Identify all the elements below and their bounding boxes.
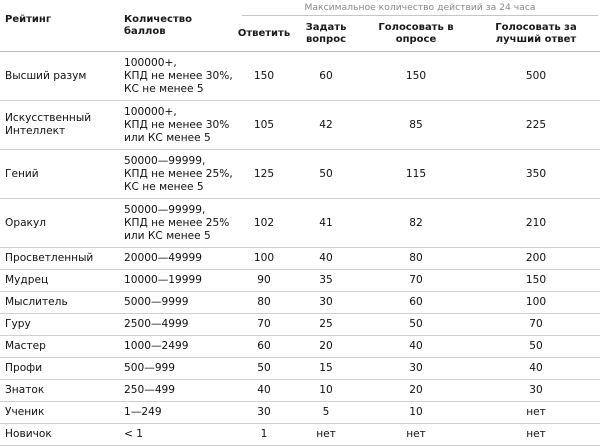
rating-name-cell — [0, 402, 118, 424]
ask-limit-cell: 41 — [319, 216, 333, 229]
table-row — [0, 101, 600, 150]
poll-vote-limit-cell: 115 — [405, 167, 427, 180]
table-row — [0, 270, 600, 292]
answer-limit-cell: 70 — [257, 318, 271, 330]
ask-limit-cell: 30 — [319, 296, 333, 308]
points-cell — [118, 336, 236, 358]
poll-vote-limit-cell: 150 — [405, 69, 427, 82]
best-answer-vote-limit-cell: 500 — [525, 69, 547, 82]
answer-limit-cell: 40 — [257, 384, 271, 396]
points-cell — [118, 101, 236, 150]
table-row — [0, 380, 600, 402]
poll-vote-limit-cell: 80 — [409, 252, 423, 264]
best-answer-vote-limit-cell: 30 — [529, 384, 543, 396]
rating-name-cell — [0, 380, 118, 402]
header-group-title: Максимальное количество действий за 24 часа — [236, 0, 600, 17]
rating-name-cell — [0, 150, 118, 199]
points-cell — [118, 292, 236, 314]
best-answer-vote-limit-cell: 210 — [525, 216, 547, 229]
best-answer-vote-limit-cell: нет — [526, 406, 546, 418]
best-answer-vote-limit-cell: 200 — [525, 252, 547, 264]
header-rating: Рейтинг — [5, 14, 52, 25]
rating-name-cell — [0, 336, 118, 358]
poll-vote-limit-cell: 40 — [409, 340, 423, 352]
rating-name-line: Мастер — [5, 340, 46, 352]
points-line: 5000—9999 — [124, 296, 189, 308]
points-cell — [118, 380, 236, 402]
poll-vote-limit-cell: 10 — [409, 406, 423, 418]
rating-name-cell — [0, 424, 118, 446]
table-row — [0, 199, 600, 248]
points-cell — [118, 402, 236, 424]
table-row — [0, 402, 600, 424]
ask-limit-cell: 10 — [319, 384, 333, 396]
header-answer: Ответить — [237, 28, 291, 39]
answer-limit-cell: 1 — [260, 428, 268, 440]
poll-vote-limit-cell: 50 — [409, 318, 423, 330]
rating-name-line: Ученик — [5, 406, 45, 418]
points-line: КПД не менее 30%, — [124, 69, 233, 82]
best-answer-vote-limit-cell: 70 — [529, 318, 543, 330]
answer-limit-cell: 100 — [253, 252, 275, 264]
answer-limit-cell: 60 — [257, 340, 271, 352]
table-row — [0, 248, 600, 270]
poll-vote-limit-cell: 82 — [409, 216, 423, 229]
points-cell — [118, 314, 236, 336]
table-row — [0, 292, 600, 314]
points-cell — [118, 248, 236, 270]
table-row — [0, 314, 600, 336]
best-answer-vote-limit-cell: 100 — [525, 296, 547, 308]
poll-vote-limit-cell: 85 — [409, 118, 423, 131]
ask-limit-cell: 50 — [319, 167, 333, 180]
rating-name-line: Оракул — [5, 216, 46, 229]
rating-name-line: Профи — [5, 362, 43, 374]
ask-limit-cell: нет — [316, 428, 336, 440]
rating-name-line: Новичок — [5, 428, 52, 440]
ask-limit-cell: 60 — [319, 69, 333, 82]
points-line: 1—249 — [124, 406, 162, 418]
points-line: КС не менее 5 — [124, 180, 204, 193]
table-row — [0, 52, 600, 101]
points-line: 100000+, — [124, 56, 177, 69]
poll-vote-limit-cell: 70 — [409, 274, 423, 286]
poll-vote-limit-cell: 30 — [409, 362, 423, 374]
rating-name-cell — [0, 314, 118, 336]
header-ask-question: Задать вопрос — [305, 22, 347, 45]
table-row — [0, 424, 600, 446]
rating-name-line: Мыслитель — [5, 296, 68, 308]
rating-name-cell — [0, 199, 118, 248]
best-answer-vote-limit-cell: 40 — [529, 362, 543, 374]
rating-name-line: Высший разум — [5, 69, 87, 82]
answer-limit-cell: 50 — [257, 362, 271, 374]
rating-name-line: Просветленный — [5, 252, 94, 264]
points-cell — [118, 199, 236, 248]
answer-limit-cell: 105 — [253, 118, 275, 131]
points-line: КПД не менее 30% — [124, 118, 230, 131]
points-line: < 1 — [124, 428, 143, 440]
table-row — [0, 150, 600, 199]
answer-limit-cell: 125 — [253, 167, 275, 180]
rating-name-cell — [0, 292, 118, 314]
rating-name-cell — [0, 101, 118, 150]
points-line: КПД не менее 25%, — [124, 167, 233, 180]
rating-name-line: Искусственный — [5, 112, 92, 124]
points-cell — [118, 150, 236, 199]
answer-limit-cell: 80 — [257, 296, 271, 308]
best-answer-vote-limit-cell: 50 — [529, 340, 543, 352]
table-row — [0, 358, 600, 380]
rating-name-line: Знаток — [5, 384, 45, 396]
header-vote-best-answer: Голосовать за лучший ответ — [495, 22, 577, 45]
best-answer-vote-limit-cell: 150 — [525, 274, 547, 286]
header-row-top — [0, 0, 600, 17]
rating-name-cell — [0, 270, 118, 292]
header-vote-poll: Голосовать в опросе — [378, 22, 454, 45]
ask-limit-cell: 5 — [322, 406, 330, 418]
points-cell — [118, 52, 236, 101]
points-line: 2500—4999 — [124, 318, 189, 330]
ask-limit-cell: 42 — [319, 118, 333, 131]
points-line: 250—499 — [124, 384, 176, 396]
rating-name-cell — [0, 358, 118, 380]
points-line: или КС менее 5 — [124, 131, 211, 144]
points-line: 50000—99999, — [124, 154, 206, 167]
header-points: Количество баллов — [124, 14, 192, 37]
points-line: КПД не менее 25% — [124, 216, 230, 229]
points-line: 10000—19999 — [124, 274, 202, 286]
poll-vote-limit-cell: 60 — [409, 296, 423, 308]
ask-limit-cell: 20 — [319, 340, 333, 352]
points-line: 500—999 — [124, 362, 176, 374]
points-line: 20000—49999 — [124, 252, 202, 264]
points-line: 100000+, — [124, 105, 177, 118]
poll-vote-limit-cell: 20 — [409, 384, 423, 396]
points-cell — [118, 424, 236, 446]
table-body — [0, 52, 600, 446]
points-line: 1000—2499 — [124, 340, 189, 352]
points-line: или КС менее 5 — [124, 229, 211, 242]
best-answer-vote-limit-cell: нет — [526, 428, 546, 440]
answer-limit-cell: 150 — [253, 69, 275, 82]
points-cell — [118, 270, 236, 292]
ask-limit-cell: 25 — [319, 318, 333, 330]
ask-limit-cell: 35 — [319, 274, 333, 286]
points-line: КС не менее 5 — [124, 82, 204, 95]
table-row — [0, 336, 600, 358]
answer-limit-cell: 90 — [257, 274, 271, 286]
points-cell — [118, 358, 236, 380]
best-answer-vote-limit-cell: 225 — [525, 118, 547, 131]
answer-limit-cell: 102 — [253, 216, 275, 229]
best-answer-vote-limit-cell: 350 — [525, 167, 547, 180]
rating-name-line: Мудрец — [5, 274, 49, 286]
ask-limit-cell: 15 — [319, 362, 333, 374]
rating-name-cell — [0, 248, 118, 270]
poll-vote-limit-cell: нет — [406, 428, 426, 440]
points-line: 50000—99999, — [124, 203, 206, 216]
rating-name-cell — [0, 52, 118, 101]
ask-limit-cell: 40 — [319, 252, 333, 264]
rating-name-line: Гуру — [5, 318, 31, 330]
rating-name-line: Интеллект — [5, 125, 66, 137]
rating-name-line: Гений — [5, 167, 39, 180]
answer-limit-cell: 30 — [257, 406, 271, 418]
